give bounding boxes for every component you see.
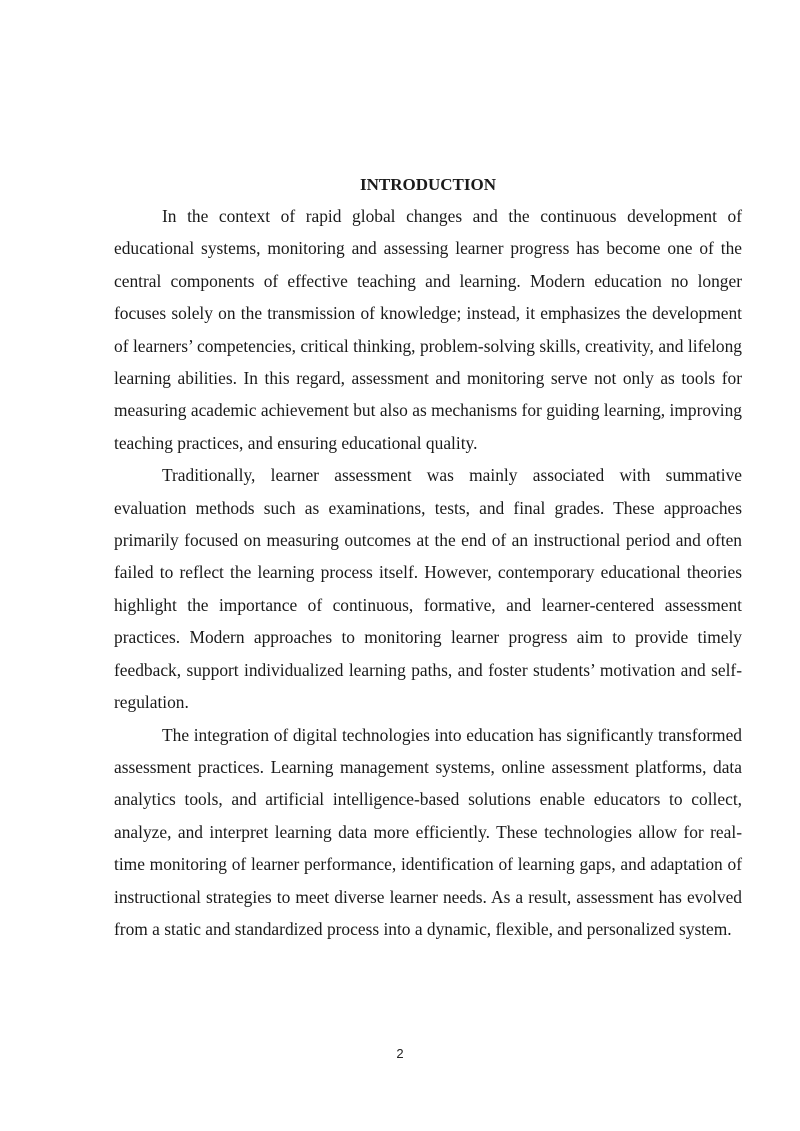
paragraph-3: The integration of digital technologies into education has significantly transformed assessment practices. Learning management systems, online assessment platforms, data analytics tools, and artificial intelligence-based solutions enable educators to collect, analyze, and interpret learning data more efficiently. These technologies allow for real-time monitoring of learner performance, identification of learning gaps, and adaptation of instructional strategies to meet diverse learner needs. As a result, assessment has evolved from a static and standardized process into a dynamic, flexible, and personalized system. [114, 724, 742, 939]
page-number: 2 [396, 1046, 404, 1061]
paragraph-2: Traditionally, learner assessment was mainly associated with summative evaluation methods such as examinations, tests, and final grades. These approaches primarily focused on measuring outcomes at the end of an instructional period and often failed to reflect the learning process itself. However, contemporary educational theories highlight the importance of continuous, formative, and learner-centered assessment practices. Modern approaches to monitoring learner progress aim to provide timely feedback, support individualized learning paths, and foster students’ motivation and self-regulation. [114, 465, 742, 713]
paragraph-1: In the context of rapid global changes and the continuous development of educational systems, monitoring and assessing learner progress has become one of the central components of effective teaching and learning. Modern education no longer focuses solely on the transmission of knowledge; instead, it emphasizes the development of learners’ competencies, critical thinking, problem-solving skills, creativity, and lifelong learning abilities. In this regard, assessment and monitoring serve not only as tools for measuring academic achievement but also as mechanisms for guiding learning, improving teaching practices, and ensuring educational quality. [114, 206, 742, 453]
document-page [114, 170, 742, 945]
section-heading: INTRODUCTION [359, 175, 497, 194]
